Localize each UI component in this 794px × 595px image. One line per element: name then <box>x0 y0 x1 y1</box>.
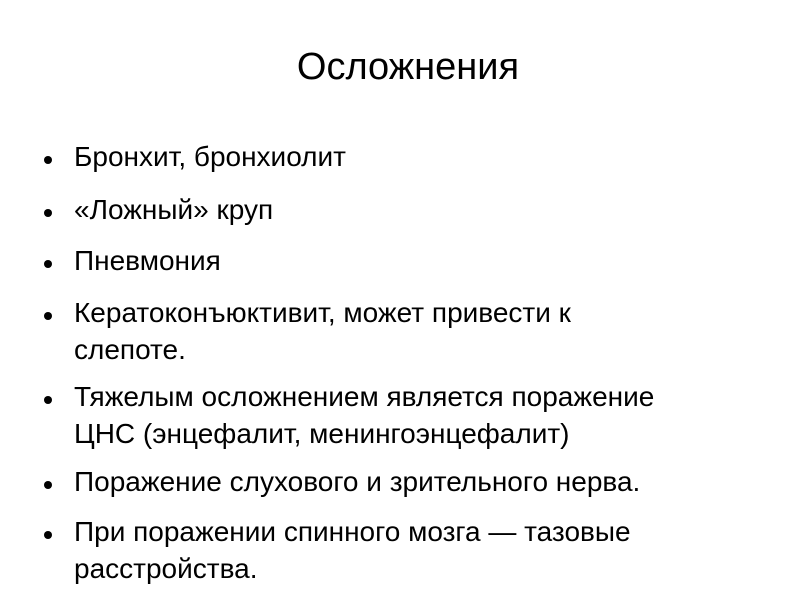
bullet-dot-icon <box>44 396 52 404</box>
bullet-dot-icon <box>44 209 52 217</box>
slide-title: Осложнения <box>296 46 520 88</box>
bullet-dot-icon <box>44 260 52 268</box>
bullet-dot-icon <box>44 156 52 164</box>
list-item-text: Поражение слухового и зрительного нерва. <box>74 466 641 497</box>
list-item-text: «Ложный» круп <box>74 194 274 225</box>
list-item-text: Кератоконъюктивит, может привести к слепоте. <box>74 297 571 365</box>
list-item-text: Тяжелым осложнением является поражение ЦНС (энцефалит, менингоэнцефалит) <box>74 381 655 449</box>
list-item-text: Бронхит, бронхиолит <box>74 141 346 172</box>
list-item-text: При поражении спинного мозга — тазовые расстройства. <box>74 516 631 584</box>
bullet-dot-icon <box>44 312 52 320</box>
bullet-dot-icon <box>44 531 52 539</box>
list-item-text: Пневмония <box>74 245 221 276</box>
bullet-dot-icon <box>44 481 52 489</box>
